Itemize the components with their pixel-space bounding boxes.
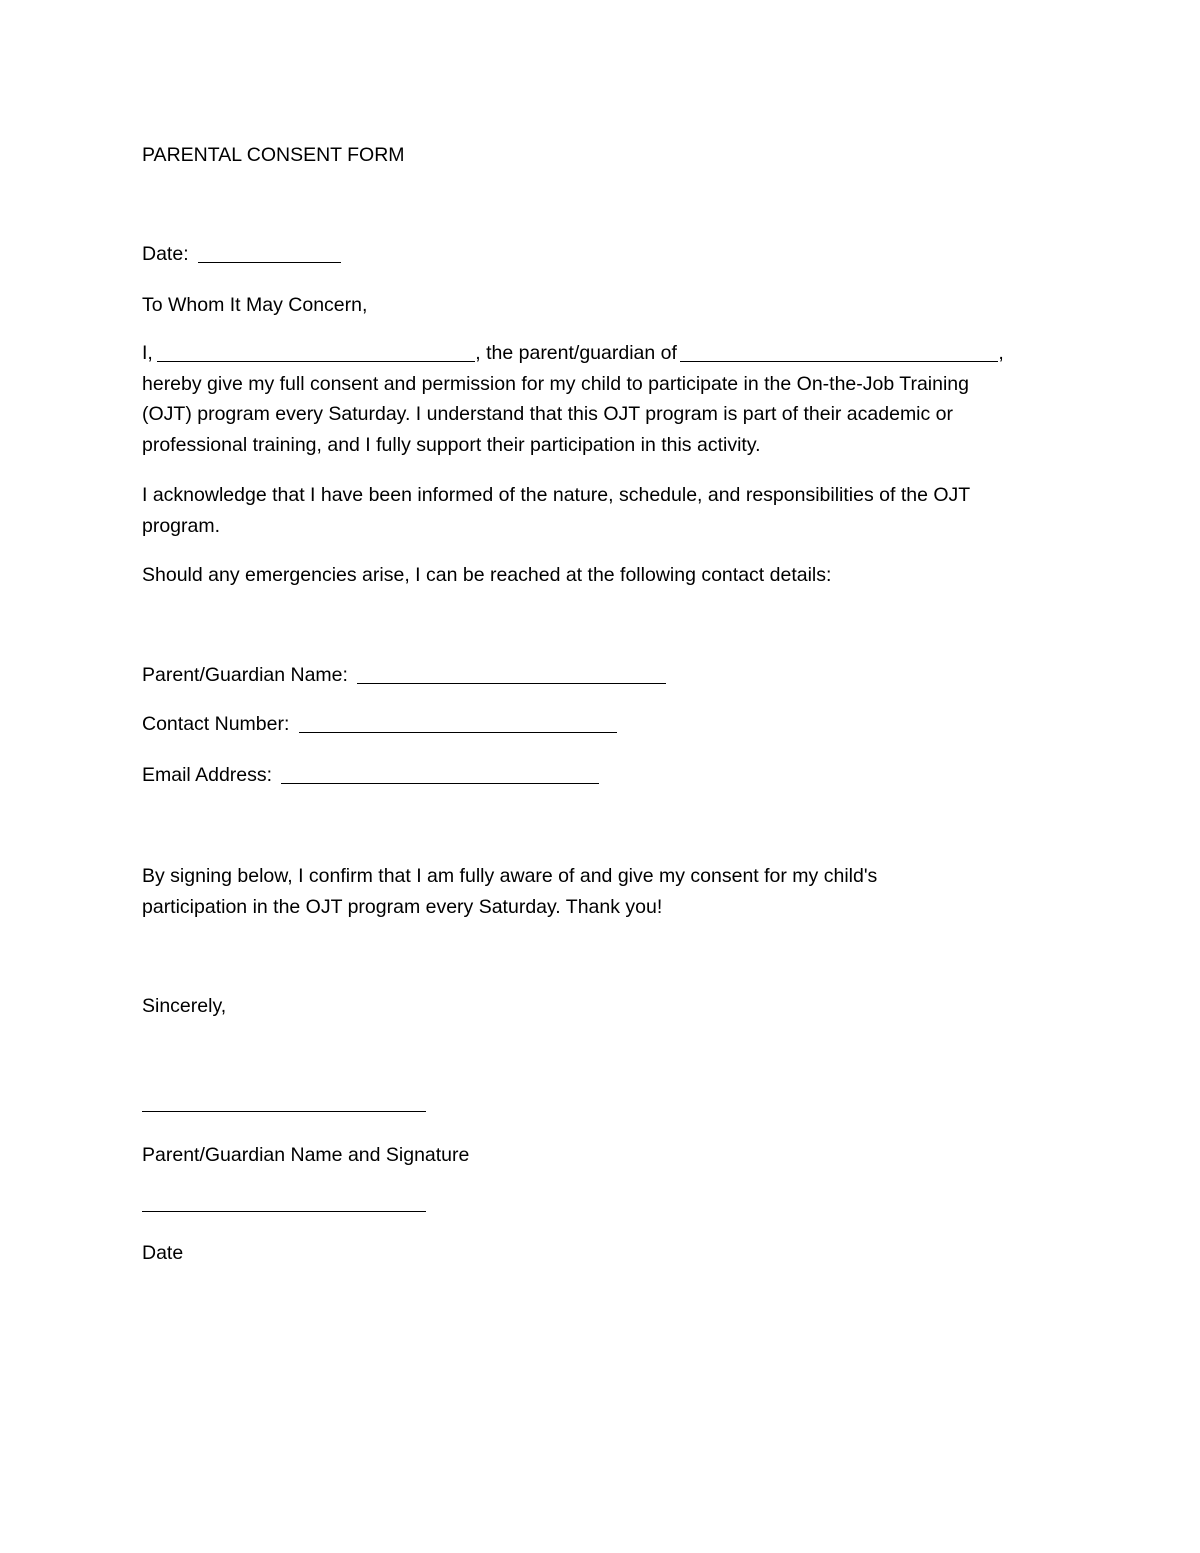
emergency-text: Should any emergencies arise, I can be reached at the following contact details: bbox=[142, 564, 832, 586]
date-label: Date: bbox=[142, 243, 189, 265]
intro-paragraph bbox=[142, 338, 1072, 460]
email-blank[interactable] bbox=[281, 765, 599, 784]
intro-prefix: I, bbox=[142, 342, 153, 364]
email-label: Email Address: bbox=[142, 764, 273, 786]
intro-first-line bbox=[142, 338, 1072, 369]
guardian-name-blank[interactable] bbox=[357, 665, 666, 684]
email-row bbox=[142, 760, 599, 790]
salutation: To Whom It May Concern, bbox=[142, 294, 368, 316]
date-blank[interactable] bbox=[198, 244, 341, 263]
intro-suffix: , bbox=[998, 342, 1004, 364]
acknowledgement-line: I acknowledge that I have been informed of the nature, schedule, and responsibilities of the OJT bbox=[142, 484, 971, 506]
date-signature-line[interactable] bbox=[142, 1211, 426, 1212]
page-title: PARENTAL CONSENT FORM bbox=[142, 144, 405, 166]
guardian-name-label: Parent/Guardian Name: bbox=[142, 664, 348, 686]
parent-name-blank[interactable] bbox=[157, 343, 475, 362]
contact-number-blank[interactable] bbox=[299, 714, 617, 733]
contact-number-row bbox=[142, 709, 617, 739]
guardian-name-row bbox=[142, 660, 666, 690]
date-caption: Date bbox=[142, 1242, 184, 1264]
closing-line: By signing below, I confirm that I am fully aware of and give my consent for my child's bbox=[142, 865, 878, 887]
signature-caption: Parent/Guardian Name and Signature bbox=[142, 1144, 470, 1166]
acknowledgement-paragraph bbox=[142, 480, 1072, 541]
intro-line: professional training, and I fully support their participation in this activity. bbox=[142, 433, 761, 456]
intro-line: (OJT) program every Saturday. I understand that this OJT program is part of their academic or bbox=[142, 403, 954, 425]
date-row bbox=[142, 239, 341, 269]
closing: Sincerely, bbox=[142, 995, 227, 1017]
contact-number-label: Contact Number: bbox=[142, 713, 290, 735]
child-name-blank[interactable] bbox=[680, 343, 998, 362]
intro-line: hereby give my full consent and permission for my child to participate in the On-the-Job Training bbox=[142, 372, 969, 395]
closing-line: participation in the OJT program every Saturday. Thank you! bbox=[142, 895, 663, 918]
signature-line[interactable] bbox=[142, 1111, 426, 1112]
closing-paragraph bbox=[142, 861, 1072, 922]
intro-middle: , the parent/guardian of bbox=[475, 342, 677, 364]
acknowledgement-line: program. bbox=[142, 514, 221, 537]
